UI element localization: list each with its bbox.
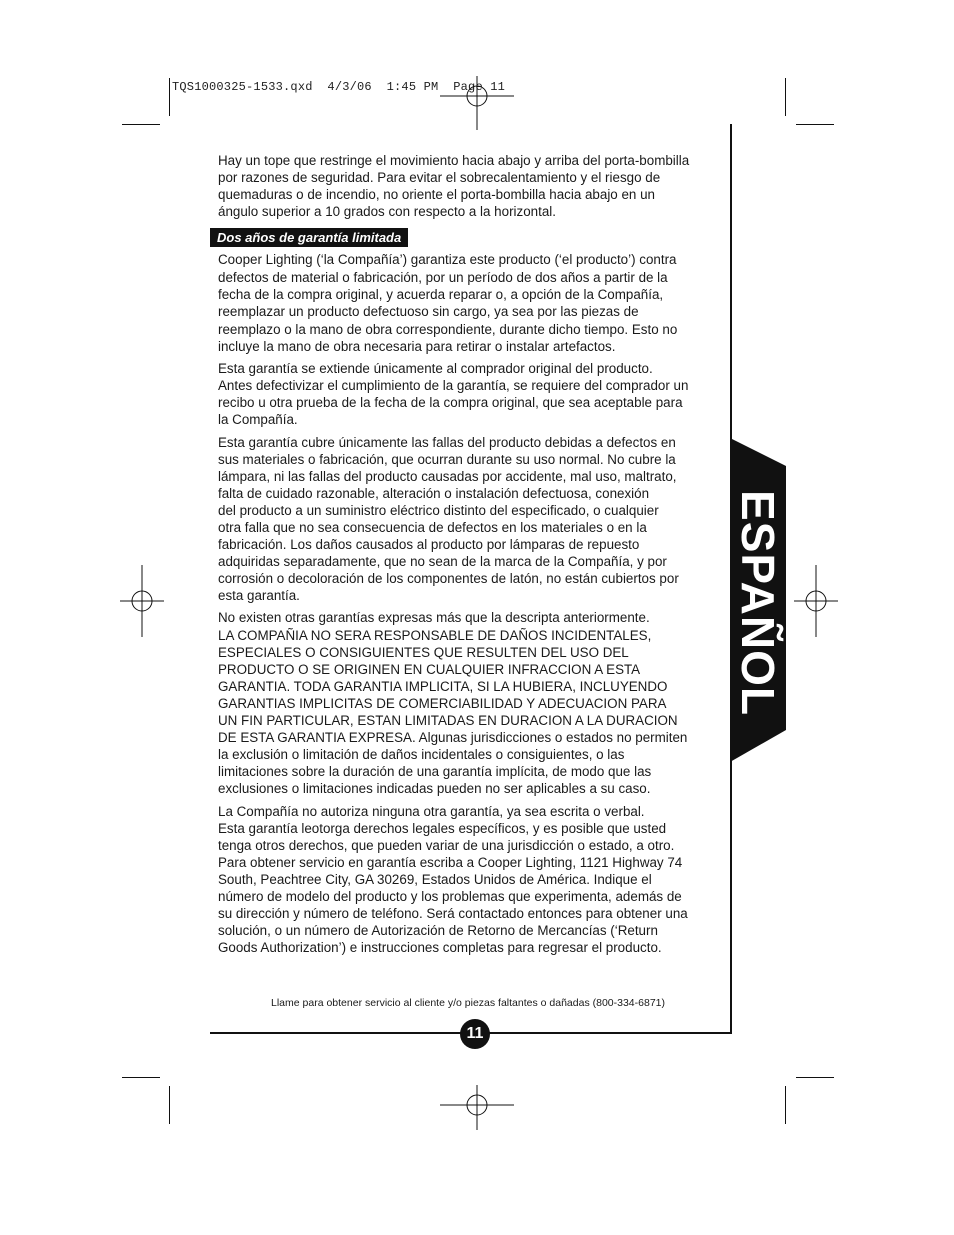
warranty-paragraph-2: Esta garantía se extiende únicamente al comprador original del producto. Antes defectivizar el cumplimiento de la garantía, se requiere del comprador un recibo u otra prueba de la fecha de la compra original, que sea aceptable para la Compañía. [218, 361, 689, 428]
registration-mark-left [120, 565, 164, 637]
warranty-paragraph-5: La Compañía no autoriza ninguna otra garantía, ya sea escrita o verbal. Esta garantía leotorga derechos legales específicos, y es posible que usted tenga otros derechos, que pueden variar de una jurisdicción o estado, a otro. Para obtener servicio en garantía escriba a Cooper Lighting, 1121 Highway 74 South, Peachtree City, GA 30269, Estados Unidos de América. Indique el número de modelo del producto y los problemas que experimenta, además de su dirección y número de teléfono. Será contactado entonces para obtener una solución, o un número de Autorización de Retorno de Mercancías (‘Return Goods Authorization’) e instrucciones completas para regresar el producto. [218, 803, 688, 956]
intro-paragraph: Hay un tope que restringe el movimiento hacia abajo y arriba del porta-bombilla por razones de seguridad. Para evitar el sobrecalentamiento y el riesgo de quemaduras o de incendio, no oriente el porta-bombilla hacia abajo en un ángulo superior a 10 grados con respecto a la horizontal. [218, 153, 690, 220]
warranty-content [218, 152, 723, 961]
page-number: 11 [460, 1019, 490, 1049]
registration-mark-top [440, 66, 514, 130]
print-slug: TQS1000325-1533.qxd 4/3/06 1:45 PM Page 11 [172, 80, 506, 94]
registration-mark-right [794, 565, 838, 637]
warranty-paragraph-3: Esta garantía cubre únicamente las fallas del producto debidas a defectos en sus materiales o fabricación, que ocurran durante su uso normal. No cubre la lámpara, ni las fallas del producto causadas por accidente, mal uso, maltrato, falta de cuidado razonable, alteración o instalación defectuosa, conexión del producto a un suministro eléctrico distinto del especificado, o cualquier otra falla que no sea consecuencia de defectos en los materiales o en la fabricación. Los daños causados al producto por lámparas de repuesto adquiridas separadamente, que no sean de la marca de la Compañía, y por corrosión o decoloración de los componentes de latón, no están cubiertos por esta garantía. [218, 434, 679, 604]
warranty-paragraph-4: No existen otras garantías expresas más que la descripta anteriormente. LA COMPAÑIA NO SERA RESPONSABLE DE DAÑOS INCIDENTALES, ESPECIALES O CONSIGUIENTES QUE RESULTEN DEL USO DEL PRODUCTO O SE ORIGINEN EN CUALQUIER INFRACCION A ESTA GARANTIA. TODA GARANTIA IMPLICITA, SI LA HUBIERA, INCLUYENDO GARANTIAS IMPLICITAS DE COMERCIABILIDAD Y ADECUACION PARA UN FIN PARTICULAR, ESTAN LIMITADAS EN DURACION A LA DURACION DE ESTA GARANTIA EXPRESA. Algunas jurisdicciones o estados no permiten la exclusión o limitación de daños incidentales o consiguientes, o las limitaciones sobre la duración de una garantía implícita, de modo que las exclusiones o limitaciones indicadas pueden no ser aplicables a su caso. [218, 610, 688, 797]
registration-mark-bottom [440, 1085, 514, 1145]
warranty-paragraph-1: Cooper Lighting (‘la Compañía’) garantiza este producto (‘el producto’) contra defectos de material o fabricación, por un período de dos años a partir de la fecha de la compra original, y acuerda reparar o, a opción de la Compañía, reemplazar un producto defectuoso sin cargo, ya sea por las piezas de reemplazo o la mano de obra correspondiente, durante dicho tiempo. Esto no incluye la mano de obra necesaria para retirar o instalar artefactos. [218, 252, 678, 354]
side-tab-label: ESPAÑOL [732, 490, 784, 716]
customer-service-note: Llame para obtener servicio al cliente y/o piezas faltantes o dañadas (800-334-6871) [271, 997, 665, 1009]
section-heading: Dos años de garantía limitada [210, 228, 408, 247]
